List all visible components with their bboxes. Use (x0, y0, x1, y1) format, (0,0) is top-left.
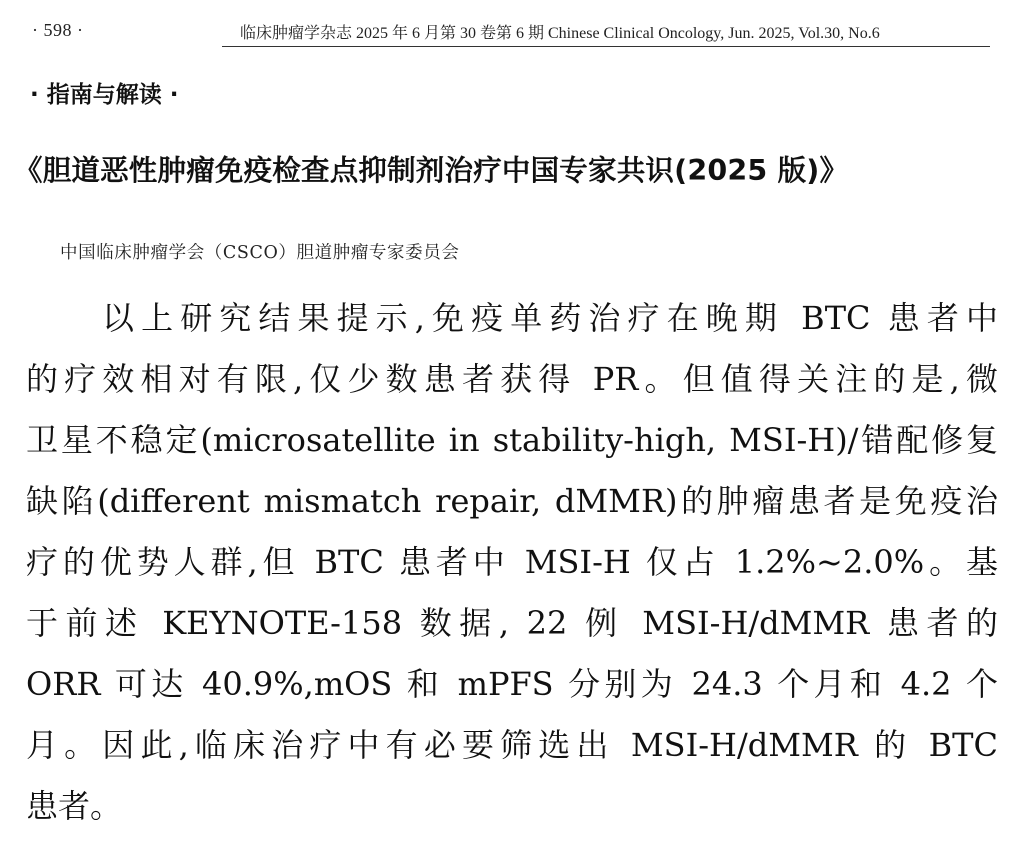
body-paragraph (26, 288, 998, 837)
body-line: 卫星不稳定(microsatellite in stability-high, MSI-H)/错配修复 (26, 421, 998, 459)
section-tag: · 指南与解读 · (30, 82, 179, 108)
page-number: · 598 · (32, 20, 84, 40)
body-line: ORR 可达 40.9%,mOS 和 mPFS 分别为 24.3 个月和 4.2 个 (26, 665, 998, 703)
body-line: 于前述 KEYNOTE-158 数据, 22 例 MSI-H/dMMR 患者的 (26, 604, 998, 642)
body-line: 患者。 (26, 787, 123, 825)
author-line: 中国临床肿瘤学会（CSCO）胆道肿瘤专家委员会 (60, 243, 460, 263)
journal-running-title: 临床肿瘤学杂志 2025 年 6 月第 30 卷第 6 期 Chinese Clinical Oncology, Jun. 2025, Vol.30, No.6 (222, 20, 990, 47)
page-header (0, 0, 1021, 46)
body-line: 以上研究结果提示,免疫单药治疗在晚期 BTC 患者中 (102, 299, 998, 337)
body-line: 疗的优势人群,但 BTC 患者中 MSI-H 仅占 1.2%~2.0%。基 (26, 543, 998, 581)
body-line: 月。因此,临床治疗中有必要筛选出 MSI-H/dMMR 的 BTC (26, 726, 998, 764)
body-line: 缺陷(different mismatch repair, dMMR)的肿瘤患者是免疫治 (26, 482, 998, 520)
body-line: 的疗效相对有限,仅少数患者获得 PR。但值得关注的是,微 (26, 360, 998, 398)
article-title: 《胆道恶性肿瘤免疫检查点抑制剂治疗中国专家共识(2025 版)》 (14, 154, 849, 187)
